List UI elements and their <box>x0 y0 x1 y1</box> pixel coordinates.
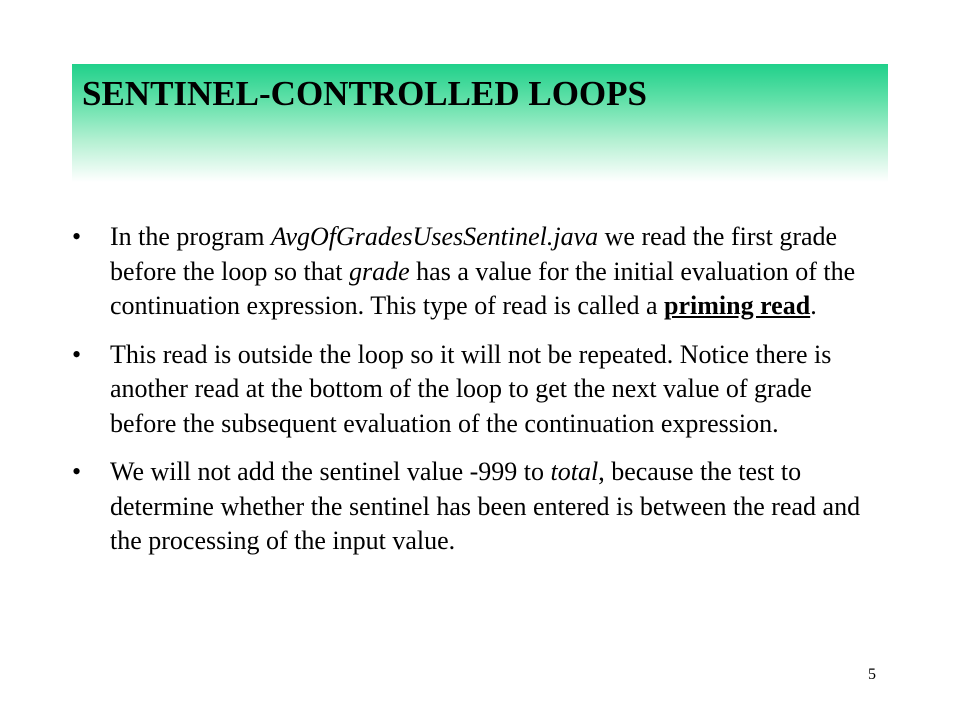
bullet-marker: • <box>72 222 82 251</box>
filename-text: AvgOfGradesUsesSentinel.java <box>271 222 599 251</box>
bullet-marker: • <box>72 457 82 486</box>
text-run: , because the test to determine whether the sentinel has been entered is between the read and the processing of the input value. <box>110 457 861 555</box>
text-run: . <box>810 291 817 320</box>
text-run: In the program <box>110 222 272 251</box>
bullet-text <box>110 457 860 555</box>
bullet-item-priming-read <box>72 220 882 324</box>
bullet-list <box>72 220 882 573</box>
bullet-item-outside-loop <box>72 338 882 442</box>
variable-name-text: grade <box>349 256 410 286</box>
text-run: we read the first grade before the loop so that <box>110 222 838 286</box>
bullet-text: This read is outside the loop so it will not be repeated. Notice there is another read at the bottom of the loop to get the next value of grade before the subsequent evaluation of the continuation expression. <box>110 339 832 438</box>
bullet-marker: • <box>72 339 82 369</box>
bullet-item-sentinel-value <box>72 455 882 559</box>
page-number: 5 <box>868 666 876 683</box>
slide-title: SENTINEL-CONTROLLED LOOPS <box>82 74 647 113</box>
bullet-text <box>110 222 855 320</box>
term-priming-read: priming read <box>664 291 811 320</box>
text-run: We will not add the sentinel value -999 to <box>110 457 551 486</box>
text-run: has a value for the initial evaluation of the continuation expression. This type of read is called a <box>110 256 856 320</box>
variable-name-text: total <box>550 457 599 486</box>
